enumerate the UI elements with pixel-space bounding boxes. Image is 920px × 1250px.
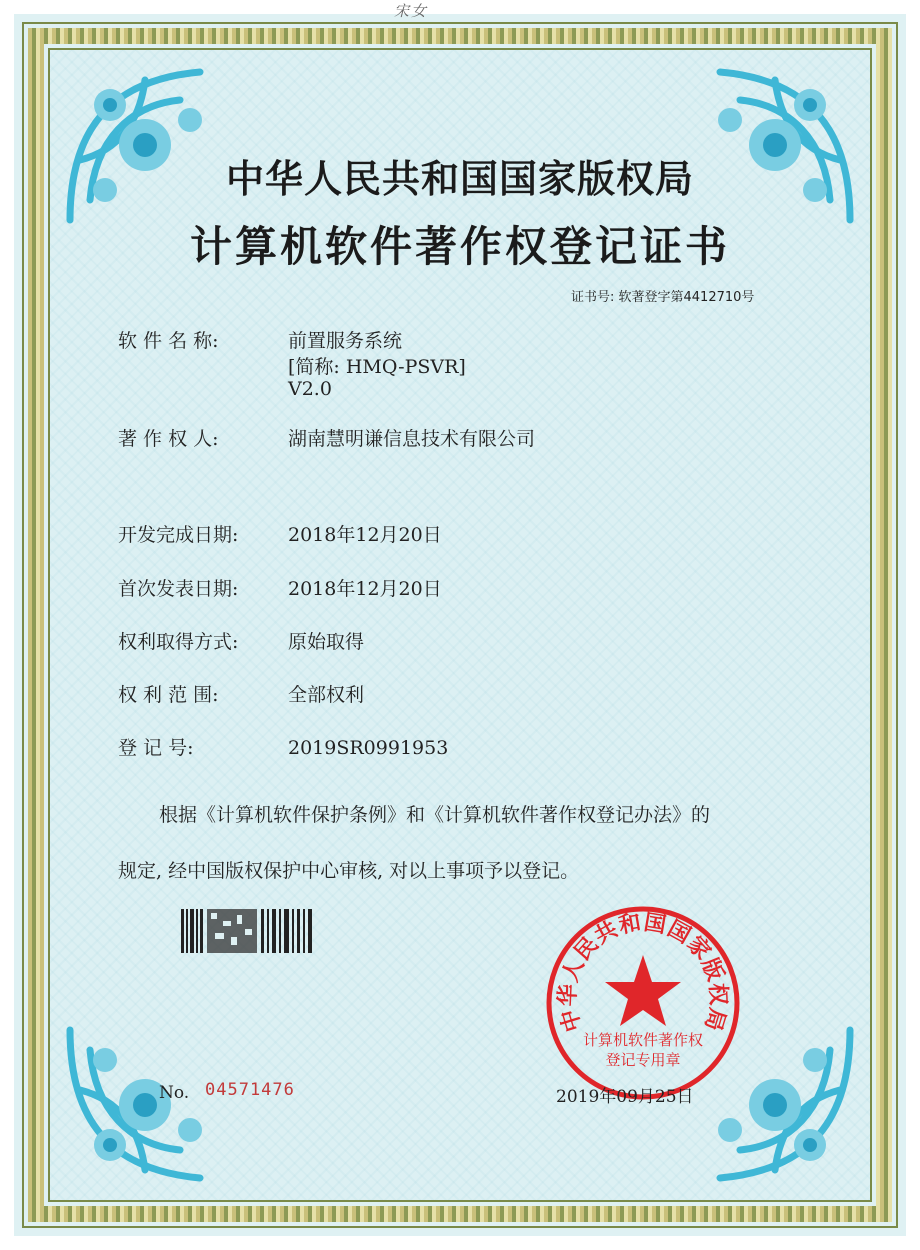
pub-date-row [118,574,442,601]
certificate-title: 计算机软件著作权登记证书 [189,222,730,271]
seal-inner-line-2: 登记专用章 [605,1051,681,1069]
software-name-row [118,326,402,353]
software-name: 前置服务系统 [288,330,403,352]
statement-line-1: 根据《计算机软件保护条例》和《计算机软件著作权登记办法》的 [159,804,711,826]
issuing-authority: 中华人民共和国国家版权局 [225,157,694,201]
official-seal [543,903,743,1103]
dev-date: 2018年12月20日 [288,524,442,546]
owner-label: 著 作 权 人: [118,428,219,450]
statement-line-2: 规定, 经中国版权保护中心审核, 对以上事项予以登记。 [118,860,580,882]
corner-ornament-icon [50,1000,250,1200]
owner-row [118,424,535,451]
issue-date: 2019年09月25日 [556,1087,694,1107]
handwritten-note: 宋女 [394,2,429,20]
certificate-number: 证书号: 软著登字第4412710号 [571,290,755,305]
software-version: V2.0 [288,378,332,400]
dev-date-row [118,520,442,547]
software-short-name: [简称: HMQ-PSVR] [288,356,466,378]
acquire-method: 原始取得 [288,631,365,653]
reg-row [118,733,448,760]
pub-date: 2018年12月20日 [288,578,442,600]
scope-label: 权 利 范 围: [118,684,219,706]
registration-number: 2019SR0991953 [288,737,449,759]
seal-inner-line-1: 计算机软件著作权 [582,1031,704,1049]
serial-number: 04571476 [205,1080,295,1100]
software-name-label: 软 件 名 称: [118,330,219,352]
serial-label: No. [159,1083,190,1103]
barcode-icon [181,909,313,953]
star-icon [605,955,681,1026]
owner-name: 湖南慧明谦信息技术有限公司 [288,428,536,450]
dev-date-label: 开发完成日期: [118,524,239,546]
seal-ring-text: 中华人民共和国国家版权局 [555,910,731,1035]
acquire-label: 权利取得方式: [118,631,239,653]
pub-date-label: 首次发表日期: [118,578,239,600]
rights-scope: 全部权利 [288,684,365,706]
acquire-row [118,627,364,654]
scope-row [118,680,364,707]
reg-label: 登 记 号: [118,737,194,759]
